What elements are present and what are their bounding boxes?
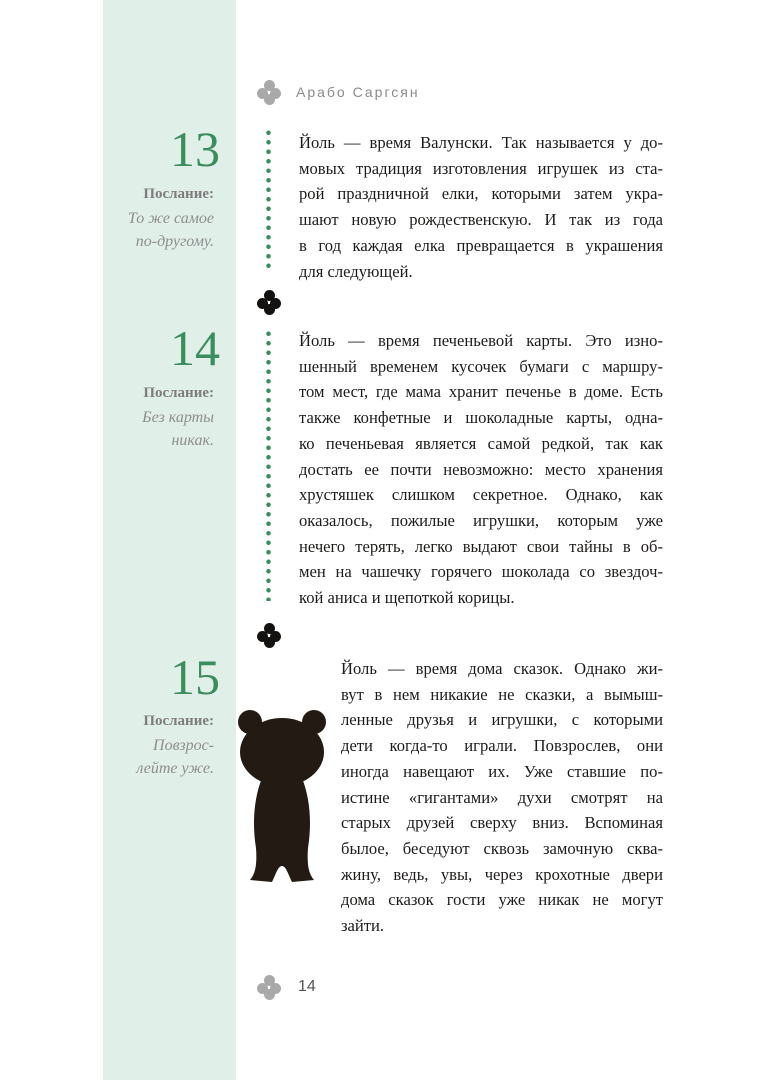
- message-text: Без карты никак.: [142, 409, 214, 449]
- dotted-divider: [266, 329, 271, 601]
- page-number: 14: [298, 978, 316, 995]
- author-name: Арабо Саргсян: [296, 84, 420, 100]
- message-label: Послание:: [143, 186, 214, 202]
- section-number: 13: [170, 121, 220, 177]
- clover-icon: [256, 974, 282, 1000]
- paragraph: Йоль — время дома сказок. Однако жи- вут в нем никакие не сказки, а вымыш- ленные друзья и игрушки, с которыми дети когда-то играли. Повзрослев, они иногда навещают их. Уже ставшие по- истине «гигантами» духи смотрят на старых друзей сверху вниз. Вспоминая былое, беседуют сквозь замочную сква- жину, ведь, увы, через крохотные двери дома сказок гости уже никак не могут зайти.: [341, 659, 663, 936]
- page-footer: [256, 974, 316, 1000]
- clover-icon: [256, 79, 282, 105]
- running-header: [256, 79, 420, 105]
- paragraph: Йоль — время печеньевой карты. Это изно- шенный временем кусочек бумаги с маршру- том мест, где мама хранит печенье в доме. Есть также конфетные и шоколадные карты, одна- ко печеньевая является самой редкой, так как достать ее почти невозможно: место хранения хрустяшек слишком секретное. Однако, как оказалось, пожилые игрушки, которым уже нечего терять, легко выдают свои тайны в об- мен на чашечку горячего шоколада со звездоч- кой аниса и щепоткой корицы.: [299, 331, 663, 608]
- section-number: 14: [170, 320, 220, 376]
- message-text: То же самое по-другому.: [127, 210, 214, 250]
- dotted-divider: [266, 128, 271, 270]
- section-number: 15: [170, 649, 220, 705]
- bear-silhouette: [232, 708, 332, 888]
- clover-icon: [256, 622, 282, 648]
- separator: [256, 289, 282, 320]
- clover-icon: [256, 289, 282, 315]
- message-label: Послание:: [143, 713, 214, 729]
- paragraph: Йоль — время Валунски. Так называется у до- мовых традиция изготовления игрушек из ста- рой праздничной елки, которыми затем укра- шают новую рождественскую. И так из года в год каждая елка превращается в украшения для следующей.: [299, 133, 663, 281]
- message-label: Послание:: [143, 385, 214, 401]
- message-text: Повзрос- лейте уже.: [136, 737, 214, 777]
- separator: [256, 622, 282, 653]
